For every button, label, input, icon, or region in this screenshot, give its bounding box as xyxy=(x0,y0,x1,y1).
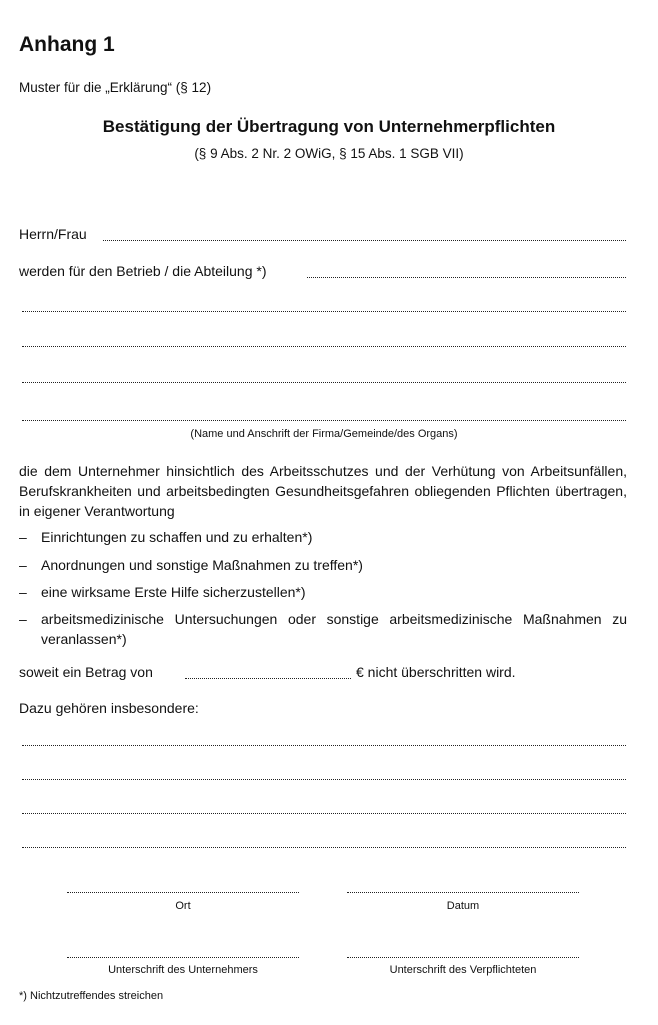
page-heading: Anhang 1 xyxy=(19,33,115,56)
footnote: *) Nichtzutreffendes streichen xyxy=(19,990,164,1002)
person-name-field[interactable] xyxy=(103,240,626,241)
list-item-text: Anordnungen und sonstige Maßnahmen zu treffen*) xyxy=(41,557,363,573)
list-item-text: Einrichtungen zu schaffen und zu erhalten*) xyxy=(41,529,313,545)
verpflichteter-signature-field[interactable] xyxy=(347,957,579,958)
dash-bullet: – xyxy=(19,529,27,545)
unternehmer-signature-field[interactable] xyxy=(67,957,299,958)
list-item-text: arbeitsmedizinische Untersuchungen oder sonstige arbeitsmedizinische Maßnahmen zu veranlassen*) xyxy=(41,611,627,647)
dazu-label: Dazu gehören insbesondere: xyxy=(19,700,199,716)
duties-line-2[interactable] xyxy=(22,779,626,780)
unternehmer-signature-label: Unterschrift des Unternehmers xyxy=(108,964,258,976)
law-references: (§ 9 Abs. 2 Nr. 2 OWiG, § 15 Abs. 1 SGB VII) xyxy=(194,146,464,161)
datum-field[interactable] xyxy=(347,892,579,893)
person-label: Herrn/Frau xyxy=(19,226,87,242)
amount-field[interactable] xyxy=(185,678,351,679)
duties-line-3[interactable] xyxy=(22,813,626,814)
address-line-1[interactable] xyxy=(22,311,626,312)
form-title: Bestätigung der Übertragung von Unternehmerpflichten xyxy=(102,117,556,136)
address-line-2[interactable] xyxy=(22,346,626,347)
firma-caption: (Name und Anschrift der Firma/Gemeinde/des Organs) xyxy=(190,428,458,440)
betrieb-label: werden für den Betrieb / die Abteilung *) xyxy=(19,263,267,279)
form-subheading: Muster für die „Erklärung“ (§ 12) xyxy=(19,80,212,95)
dash-bullet: – xyxy=(19,611,27,627)
datum-label: Datum xyxy=(446,900,480,912)
betrieb-field[interactable] xyxy=(307,277,626,278)
ort-field[interactable] xyxy=(67,892,299,893)
amount-prefix: soweit ein Betrag von xyxy=(19,664,153,680)
dash-bullet: – xyxy=(19,557,27,573)
verpflichteter-signature-label: Unterschrift des Verpflichteten xyxy=(389,964,537,976)
duties-line-1[interactable] xyxy=(22,745,626,746)
ort-label: Ort xyxy=(175,900,191,912)
address-line-4[interactable] xyxy=(22,420,626,421)
obligations-paragraph: die dem Unternehmer hinsichtlich des Arbeitsschutzes und der Verhütung von Arbeitsunfällen, Berufskrankheiten und arbeitsbedingten Gesundheitsgefahren obliegenden Pflichten übertragen, in eigener Verantwortung xyxy=(19,463,627,519)
dash-bullet: – xyxy=(19,584,27,600)
duties-line-4[interactable] xyxy=(22,847,626,848)
list-item-text: eine wirksame Erste Hilfe sicherzustellen*) xyxy=(41,584,306,600)
address-line-3[interactable] xyxy=(22,382,626,383)
amount-suffix: € nicht überschritten wird. xyxy=(356,664,516,680)
